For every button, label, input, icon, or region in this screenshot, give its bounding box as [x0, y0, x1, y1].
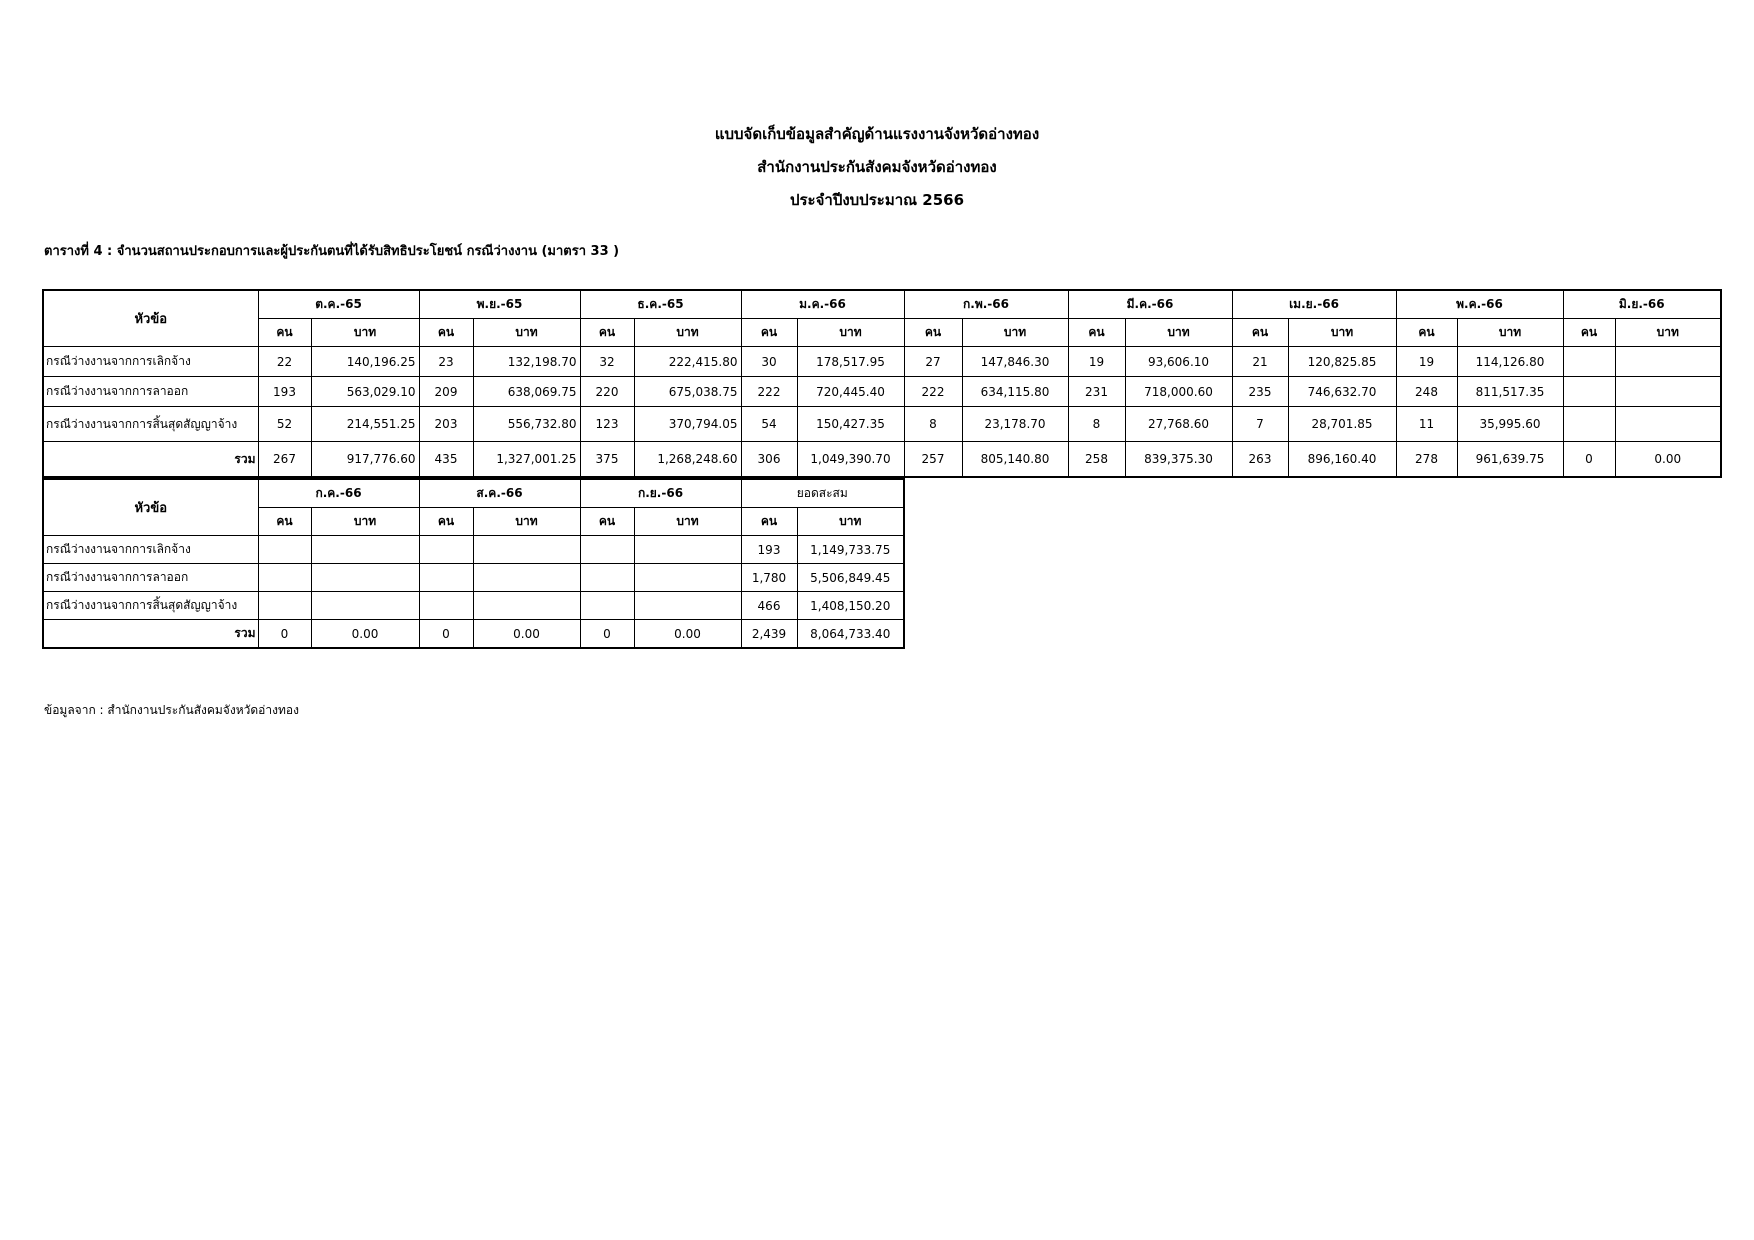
total-persons-cell: 2,439 — [741, 620, 797, 649]
baht-header: บาท — [311, 508, 419, 536]
total-persons-cell: 306 — [741, 442, 797, 478]
persons-header: คน — [1068, 319, 1125, 347]
baht-cell: 28,701.85 — [1288, 407, 1396, 442]
month-header: ม.ค.-66 — [741, 290, 904, 319]
baht-header: บาท — [634, 319, 741, 347]
baht-cell — [473, 592, 580, 620]
baht-header: บาท — [1615, 319, 1721, 347]
month-header: เม.ย.-66 — [1232, 290, 1396, 319]
total-persons-cell: 267 — [258, 442, 311, 478]
table-row — [43, 407, 1721, 442]
baht-cell — [473, 536, 580, 564]
topic-header: หัวข้อ — [43, 479, 258, 536]
baht-cell: 23,178.70 — [962, 407, 1068, 442]
baht-cell — [634, 536, 741, 564]
total-persons-cell: 263 — [1232, 442, 1288, 478]
total-baht-cell: 1,327,001.25 — [473, 442, 580, 478]
baht-cell: 150,427.35 — [797, 407, 904, 442]
table-caption: ตารางที่ 4 : จำนวนสถานประกอบการและผู้ประกันตนที่ได้รับสิทธิประโยชน์ กรณีว่างงาน (มาตรา 33 ) — [44, 244, 620, 259]
total-persons-cell: 258 — [1068, 442, 1125, 478]
baht-header: บาท — [962, 319, 1068, 347]
total-persons-cell: 0 — [580, 620, 634, 649]
total-baht-cell: 0.00 — [311, 620, 419, 649]
persons-cell: 32 — [580, 347, 634, 377]
baht-cell: 120,825.85 — [1288, 347, 1396, 377]
persons-cell: 8 — [1068, 407, 1125, 442]
baht-cell: 222,415.80 — [634, 347, 741, 377]
persons-cell: 123 — [580, 407, 634, 442]
month-header: พ.ค.-66 — [1396, 290, 1563, 319]
total-persons-cell: 0 — [419, 620, 473, 649]
baht-cell: 746,632.70 — [1288, 377, 1396, 407]
baht-cell: 720,445.40 — [797, 377, 904, 407]
baht-cell: 93,606.10 — [1125, 347, 1232, 377]
persons-header: คน — [419, 319, 473, 347]
persons-header: คน — [741, 319, 797, 347]
baht-header: บาท — [1457, 319, 1563, 347]
total-persons-cell: 257 — [904, 442, 962, 478]
baht-cell: 556,732.80 — [473, 407, 580, 442]
total-label: รวม — [43, 620, 258, 649]
month-header: ต.ค.-65 — [258, 290, 419, 319]
persons-header: คน — [904, 319, 962, 347]
total-row — [43, 442, 1721, 478]
table-row — [43, 592, 904, 620]
cumulative-header: ยอดสะสม — [741, 479, 904, 508]
total-baht-cell: 839,375.30 — [1125, 442, 1232, 478]
persons-cell — [258, 564, 311, 592]
topic-header: หัวข้อ — [43, 290, 258, 347]
baht-cell — [311, 592, 419, 620]
baht-cell — [311, 536, 419, 564]
persons-cell: 222 — [741, 377, 797, 407]
total-baht-cell: 896,160.40 — [1288, 442, 1396, 478]
persons-cell: 209 — [419, 377, 473, 407]
persons-cell — [258, 536, 311, 564]
persons-cell: 22 — [258, 347, 311, 377]
baht-cell: 35,995.60 — [1457, 407, 1563, 442]
baht-header: บาท — [797, 508, 904, 536]
baht-cell: 5,506,849.45 — [797, 564, 904, 592]
persons-cell: 8 — [904, 407, 962, 442]
persons-cell — [1563, 377, 1615, 407]
baht-cell: 634,115.80 — [962, 377, 1068, 407]
persons-header: คน — [1232, 319, 1288, 347]
total-baht-cell: 805,140.80 — [962, 442, 1068, 478]
baht-cell: 114,126.80 — [1457, 347, 1563, 377]
unemployment-benefit-table-oct-jun — [42, 289, 1722, 478]
persons-cell: 19 — [1068, 347, 1125, 377]
baht-cell — [1615, 407, 1721, 442]
table-row — [43, 564, 904, 592]
baht-header: บาท — [797, 319, 904, 347]
total-baht-cell: 8,064,733.40 — [797, 620, 904, 649]
baht-cell — [1615, 347, 1721, 377]
persons-cell: 27 — [904, 347, 962, 377]
baht-cell: 27,768.60 — [1125, 407, 1232, 442]
persons-cell — [419, 536, 473, 564]
baht-header: บาท — [473, 508, 580, 536]
row-label: กรณีว่างงานจากการสิ้นสุดสัญญาจ้าง — [43, 592, 258, 620]
total-baht-cell: 1,268,248.60 — [634, 442, 741, 478]
persons-cell — [580, 564, 634, 592]
baht-header: บาท — [1125, 319, 1232, 347]
baht-header: บาท — [473, 319, 580, 347]
persons-cell: 193 — [258, 377, 311, 407]
baht-header: บาท — [634, 508, 741, 536]
baht-cell: 132,198.70 — [473, 347, 580, 377]
persons-cell: 193 — [741, 536, 797, 564]
persons-cell: 248 — [1396, 377, 1457, 407]
persons-cell: 466 — [741, 592, 797, 620]
document-subtitle-agency: สำนักงานประกันสังคมจังหวัดอ่างทอง — [757, 158, 997, 176]
persons-header: คน — [580, 319, 634, 347]
baht-cell — [634, 564, 741, 592]
unemployment-benefit-table-jul-sep-cumulative — [42, 478, 905, 649]
table-row — [43, 377, 1721, 407]
row-label: กรณีว่างงานจากการเลิกจ้าง — [43, 536, 258, 564]
row-label: กรณีว่างงานจากการลาออก — [43, 377, 258, 407]
document-subtitle-fiscal-year: ประจำปีงบประมาณ 2566 — [789, 191, 965, 209]
persons-header: คน — [741, 508, 797, 536]
total-baht-cell: 917,776.60 — [311, 442, 419, 478]
row-label: กรณีว่างงานจากการลาออก — [43, 564, 258, 592]
total-persons-cell: 0 — [1563, 442, 1615, 478]
baht-cell: 675,038.75 — [634, 377, 741, 407]
row-label: กรณีว่างงานจากการสิ้นสุดสัญญาจ้าง — [43, 407, 258, 442]
baht-cell: 370,794.05 — [634, 407, 741, 442]
total-persons-cell: 435 — [419, 442, 473, 478]
persons-cell — [1563, 347, 1615, 377]
total-baht-cell: 0.00 — [1615, 442, 1721, 478]
source-note: ข้อมูลจาก : สำนักงานประกันสังคมจังหวัดอ่างทอง — [44, 703, 299, 717]
baht-cell: 563,029.10 — [311, 377, 419, 407]
persons-cell — [1563, 407, 1615, 442]
month-header: ก.พ.-66 — [904, 290, 1068, 319]
baht-cell: 140,196.25 — [311, 347, 419, 377]
baht-cell: 638,069.75 — [473, 377, 580, 407]
persons-cell: 203 — [419, 407, 473, 442]
document-title: แบบจัดเก็บข้อมูลสำคัญด้านแรงงานจังหวัดอ่างทอง — [714, 125, 1040, 143]
total-persons-cell: 0 — [258, 620, 311, 649]
total-baht-cell: 0.00 — [473, 620, 580, 649]
baht-cell — [1615, 377, 1721, 407]
month-header: ส.ค.-66 — [419, 479, 580, 508]
table-row — [43, 347, 1721, 377]
total-baht-cell: 1,049,390.70 — [797, 442, 904, 478]
baht-cell — [311, 564, 419, 592]
document-title-block — [0, 118, 1754, 217]
month-header: มี.ค.-66 — [1068, 290, 1232, 319]
baht-header: บาท — [311, 319, 419, 347]
persons-cell: 52 — [258, 407, 311, 442]
month-header: พ.ย.-65 — [419, 290, 580, 319]
persons-header: คน — [419, 508, 473, 536]
persons-cell — [419, 564, 473, 592]
total-label: รวม — [43, 442, 258, 478]
total-baht-cell: 0.00 — [634, 620, 741, 649]
persons-cell — [419, 592, 473, 620]
baht-cell: 214,551.25 — [311, 407, 419, 442]
persons-cell: 235 — [1232, 377, 1288, 407]
row-label: กรณีว่างงานจากการเลิกจ้าง — [43, 347, 258, 377]
month-header: ก.ย.-66 — [580, 479, 741, 508]
persons-cell — [258, 592, 311, 620]
persons-cell: 19 — [1396, 347, 1457, 377]
persons-cell: 1,780 — [741, 564, 797, 592]
month-header: มิ.ย.-66 — [1563, 290, 1721, 319]
total-persons-cell: 375 — [580, 442, 634, 478]
persons-cell: 231 — [1068, 377, 1125, 407]
month-header: ก.ค.-66 — [258, 479, 419, 508]
total-persons-cell: 278 — [1396, 442, 1457, 478]
baht-cell: 1,149,733.75 — [797, 536, 904, 564]
persons-cell: 11 — [1396, 407, 1457, 442]
baht-cell: 811,517.35 — [1457, 377, 1563, 407]
month-header: ธ.ค.-65 — [580, 290, 741, 319]
persons-cell: 220 — [580, 377, 634, 407]
baht-cell: 718,000.60 — [1125, 377, 1232, 407]
persons-header: คน — [258, 319, 311, 347]
persons-header: คน — [1563, 319, 1615, 347]
persons-cell: 7 — [1232, 407, 1288, 442]
baht-cell: 178,517.95 — [797, 347, 904, 377]
persons-header: คน — [580, 508, 634, 536]
persons-header: คน — [1396, 319, 1457, 347]
total-baht-cell: 961,639.75 — [1457, 442, 1563, 478]
persons-cell — [580, 536, 634, 564]
persons-header: คน — [258, 508, 311, 536]
baht-cell — [473, 564, 580, 592]
table-row — [43, 536, 904, 564]
persons-cell: 21 — [1232, 347, 1288, 377]
baht-cell: 147,846.30 — [962, 347, 1068, 377]
persons-cell: 23 — [419, 347, 473, 377]
baht-header: บาท — [1288, 319, 1396, 347]
baht-cell — [634, 592, 741, 620]
baht-cell: 1,408,150.20 — [797, 592, 904, 620]
persons-cell: 54 — [741, 407, 797, 442]
persons-cell — [580, 592, 634, 620]
total-row — [43, 620, 904, 649]
persons-cell: 30 — [741, 347, 797, 377]
persons-cell: 222 — [904, 377, 962, 407]
